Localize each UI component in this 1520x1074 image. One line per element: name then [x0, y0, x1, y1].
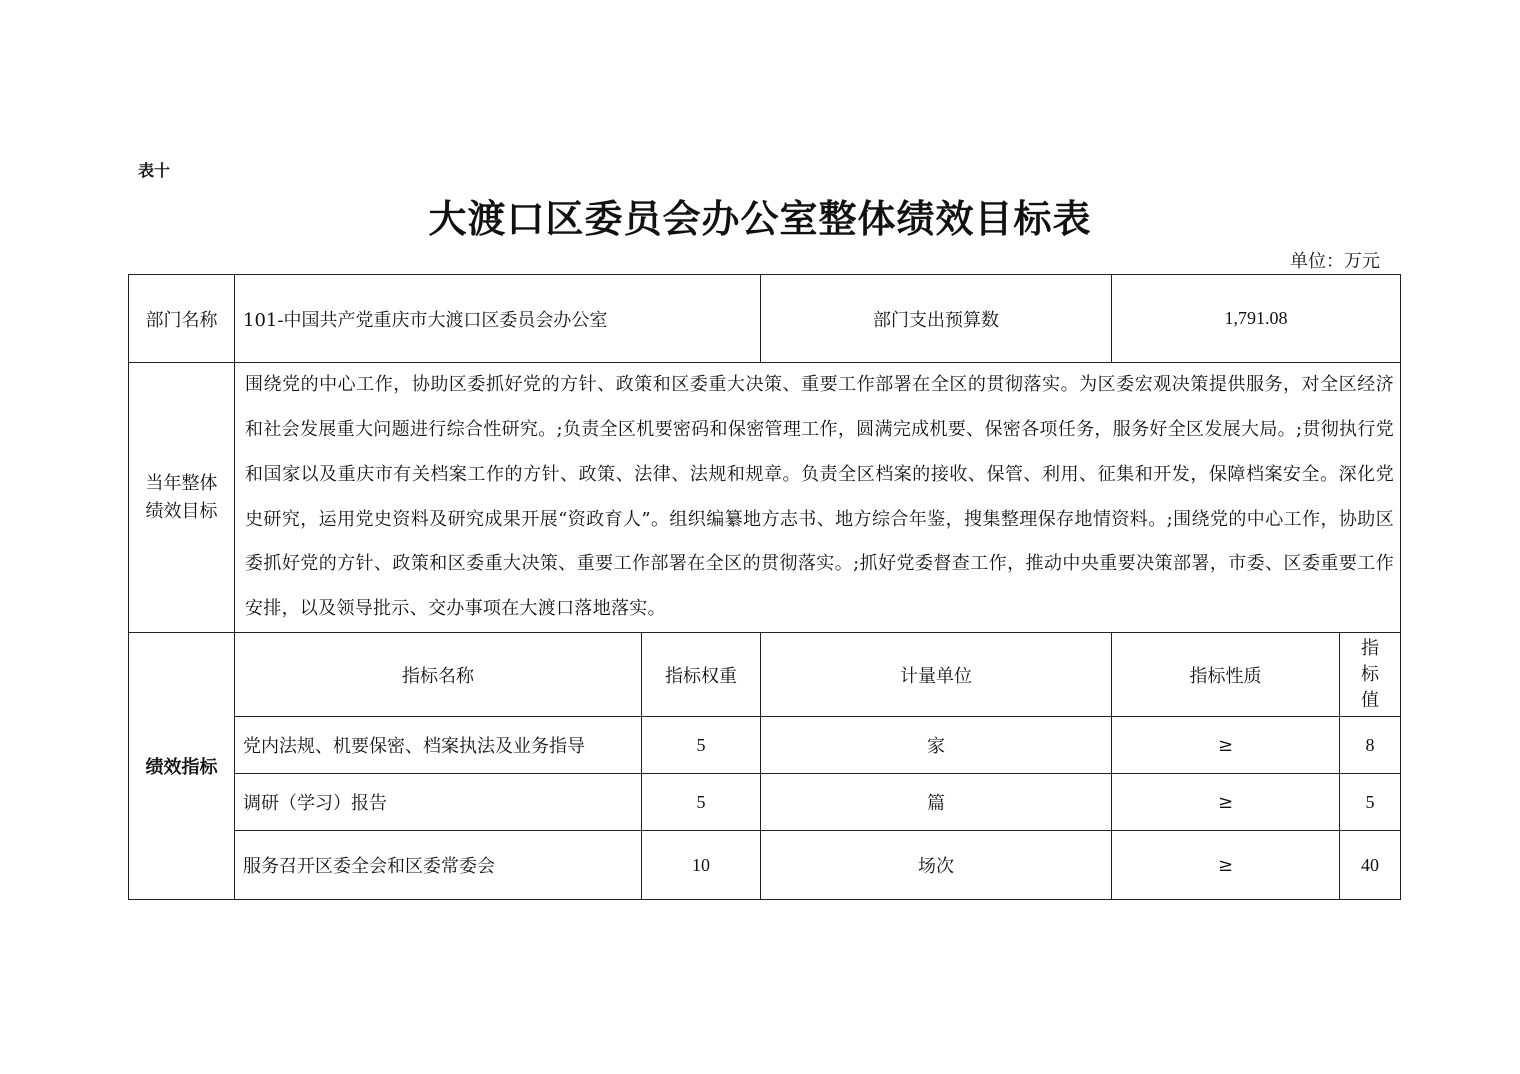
indicator-name: 服务召开区委全会和区委常委会	[235, 831, 642, 900]
budget-label: 部门支出预算数	[761, 275, 1112, 363]
header-name: 指标名称	[235, 633, 642, 717]
performance-target-table	[128, 274, 1401, 900]
indicator-nature: ≥	[1112, 774, 1340, 831]
indicator-weight: 5	[642, 717, 761, 774]
table-number: 表十	[138, 161, 171, 180]
indicator-value: 5	[1340, 774, 1401, 831]
goal-row	[129, 363, 1401, 633]
indicator-name: 调研（学习）报告	[235, 774, 642, 831]
indicator-unit: 家	[761, 717, 1112, 774]
indicator-value: 40	[1340, 831, 1401, 900]
unit-label: 单位：万元	[1290, 251, 1380, 272]
header-value-text: 指标值	[1361, 637, 1379, 711]
dept-row	[129, 275, 1401, 363]
budget-value: 1,791.08	[1112, 275, 1401, 363]
indicator-unit: 场次	[761, 831, 1112, 900]
indicator-row	[129, 717, 1401, 774]
indicator-row	[129, 774, 1401, 831]
indicator-header-row	[129, 633, 1401, 717]
indicator-name: 党内法规、机要保密、档案执法及业务指导	[235, 717, 642, 774]
dept-name-label: 部门名称	[129, 275, 235, 363]
header-unit: 计量单位	[761, 633, 1112, 717]
goal-text: 围绕党的中心工作，协助区委抓好党的方针、政策和区委重大决策、重要工作部署在全区的贯彻落实。为区委宏观决策提供服务，对全区经济和社会发展重大问题进行综合性研究。;负责全区机要密码和保密管理工作，圆满完成机要、保密各项任务，服务好全区发展大局。;贯彻执行党和国家以及重庆市有关档案工作的方针、政策、法律、法规和规章。负责全区档案的接收、保管、利用、征集和开发，保障档案安全。深化党史研究，运用党史资料及研究成果开展“资政育人”。组织编纂地方志书、地方综合年鉴，搜集整理保存地情资料。;围绕党的中心工作，协助区委抓好党的方针、政策和区委重大决策、重要工作部署在全区的贯彻落实。;抓好党委督查工作，推动中央重要决策部署，市委、区委重要工作安排，以及领导批示、交办事项在大渡口落地落实。	[235, 363, 1401, 633]
indicator-nature: ≥	[1112, 831, 1340, 900]
dept-name-value: 101-中国共产党重庆市大渡口区委员会办公室	[235, 275, 761, 363]
indicator-value: 8	[1340, 717, 1401, 774]
indicator-label: 绩效指标	[129, 633, 235, 900]
indicator-unit: 篇	[761, 774, 1112, 831]
indicator-weight: 10	[642, 831, 761, 900]
goal-label	[129, 363, 235, 633]
indicator-nature: ≥	[1112, 717, 1340, 774]
header-value	[1340, 633, 1401, 717]
goal-label-text: 当年整体绩效目标	[145, 472, 218, 522]
header-weight: 指标权重	[642, 633, 761, 717]
indicator-weight: 5	[642, 774, 761, 831]
header-nature: 指标性质	[1112, 633, 1340, 717]
indicator-row	[129, 831, 1401, 900]
document-title: 大渡口区委员会办公室整体绩效目标表	[428, 196, 1092, 241]
